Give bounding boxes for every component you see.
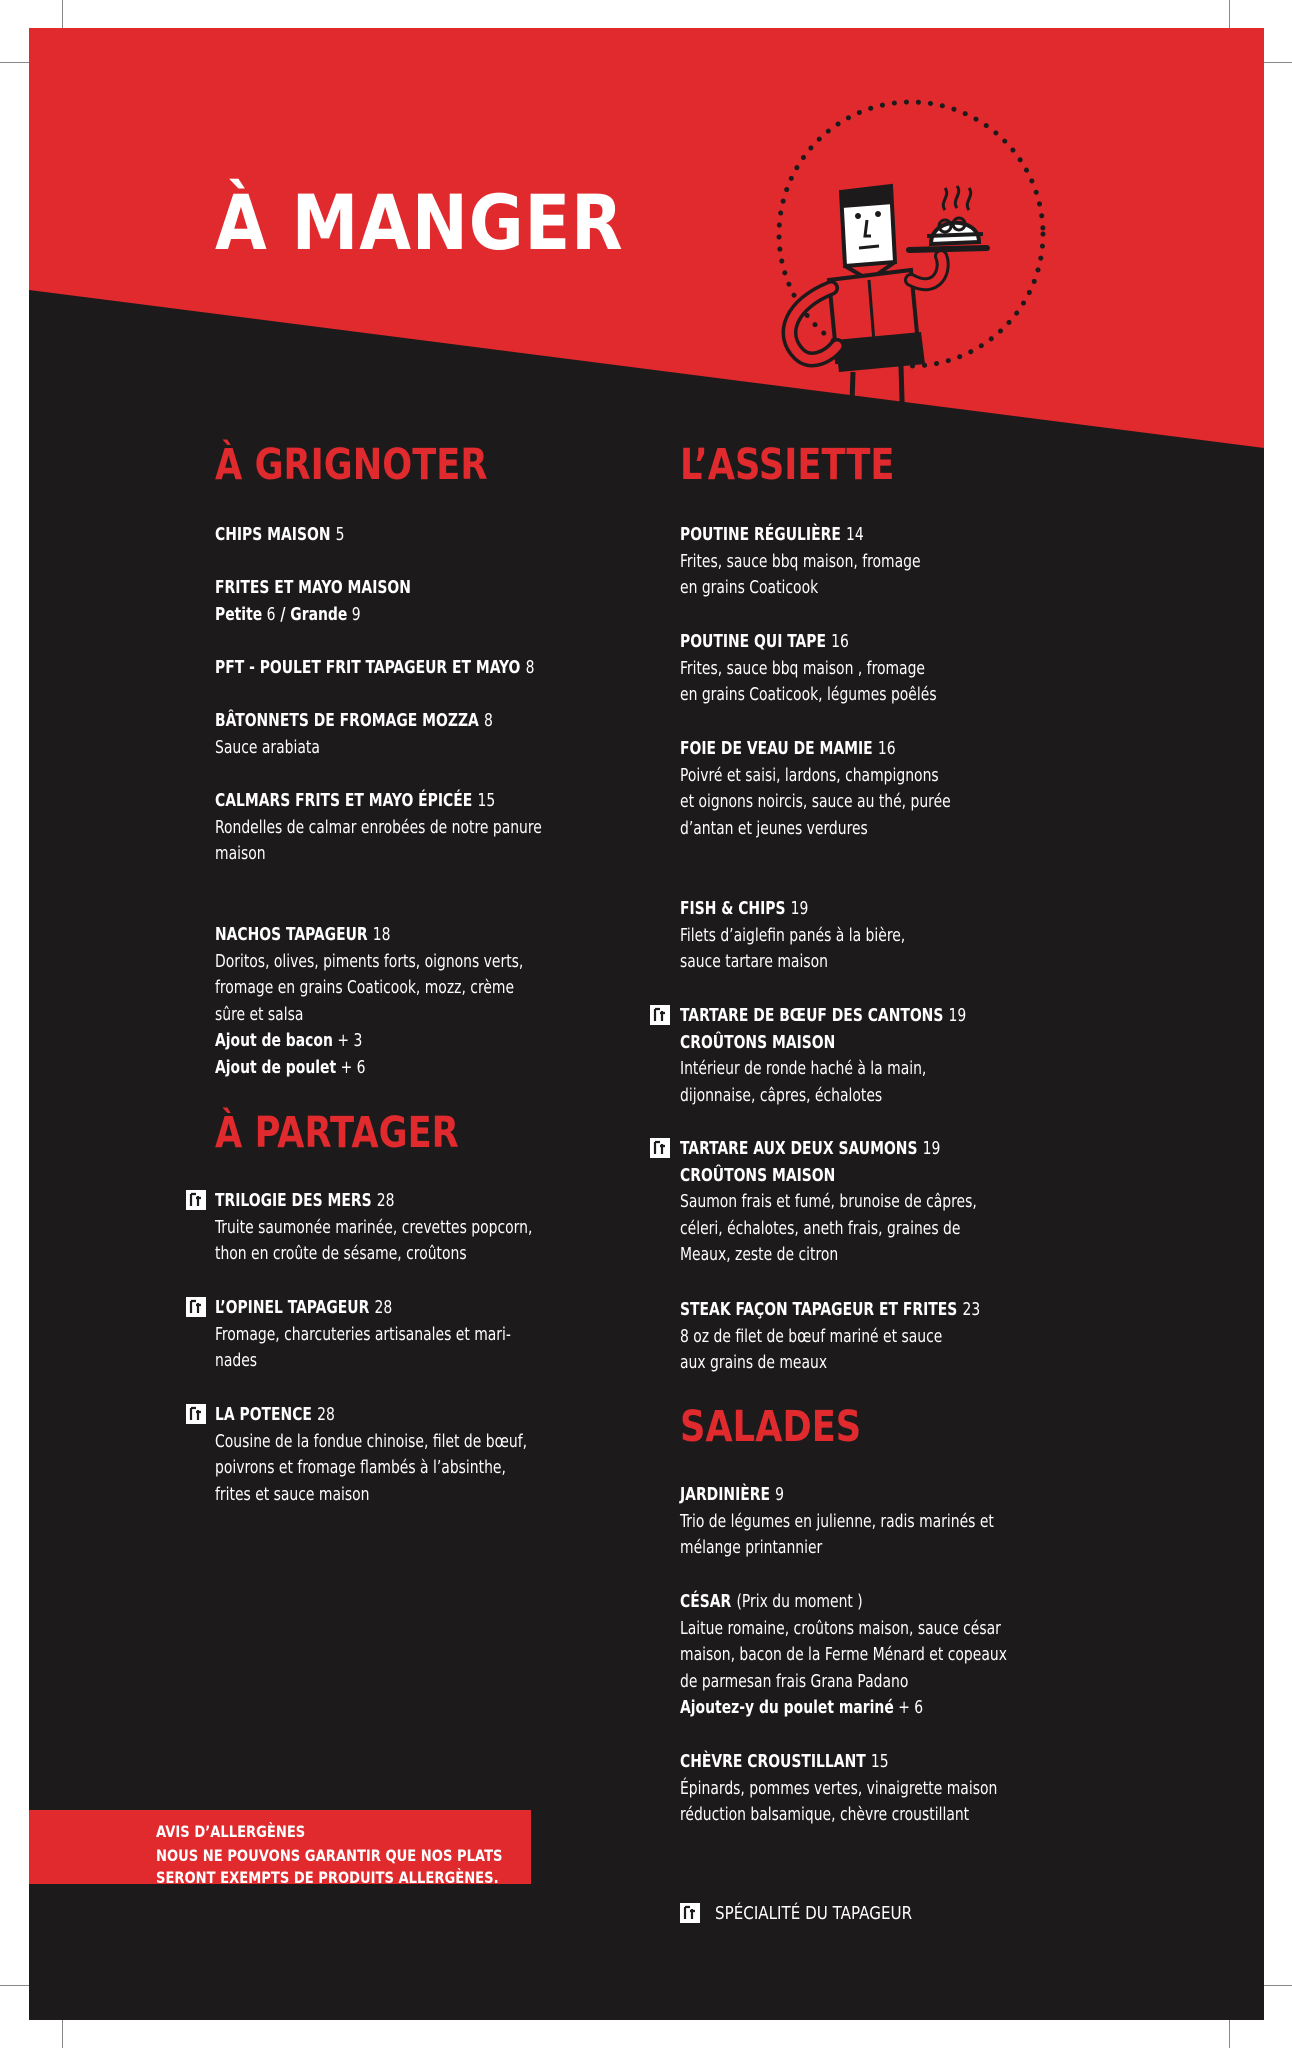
item-name: POUTINE RÉGULIÈRE — [680, 524, 841, 545]
item-description: mélange printannier — [680, 1537, 823, 1558]
item-name: JARDINIÈRE — [680, 1484, 771, 1505]
item-price: 18 — [372, 924, 391, 945]
item-name: TARTARE AUX DEUX SAUMONS — [680, 1138, 918, 1159]
item-price: 15 — [870, 1751, 889, 1772]
size-separator: / — [275, 603, 291, 625]
item-description: thon en croûte de sésame, croûtons — [215, 1243, 467, 1264]
item-description: et oignons noircis, sauce au thé, purée — [680, 791, 951, 812]
item-price: 8 — [525, 657, 535, 678]
menu-item — [680, 522, 1110, 602]
item-description: céleri, échalotes, aneth frais, graines de — [680, 1217, 961, 1239]
menu-sheet — [29, 28, 1264, 2020]
item-price: 19 — [922, 1138, 941, 1159]
section-title-partager: À PARTAGER — [215, 1108, 459, 1158]
item-price: 5 — [335, 524, 345, 545]
item-name: FRITES ET MAYO MAISON — [215, 577, 411, 598]
menu-item — [215, 1295, 645, 1375]
item-description: en grains Coaticook, légumes poêlés — [680, 684, 937, 705]
menu-item — [215, 708, 645, 761]
menu-item — [215, 922, 645, 1081]
allergy-notice — [29, 1810, 531, 1887]
item-name: CÉSAR — [680, 1591, 732, 1612]
item-name: POUTINE QUI TAPE — [680, 631, 827, 652]
page-title: À MANGER — [215, 178, 624, 267]
legend-label: SPÉCIALITÉ DU TAPAGEUR — [715, 1903, 913, 1924]
waiter-mascot-icon — [741, 84, 1061, 454]
item-description: de parmesan frais Grana Padano — [680, 1670, 909, 1692]
item-description: 8 oz de filet de bœuf mariné et sauce — [680, 1325, 943, 1347]
section-title-salades: SALADES — [680, 1402, 862, 1452]
extra-label: Ajoutez-y du poulet mariné — [680, 1697, 894, 1718]
item-name: LA POTENCE — [215, 1404, 312, 1425]
size-label: Petite — [215, 603, 263, 625]
allergy-title: AVIS D’ALLERGÈNES — [156, 1822, 306, 1841]
menu-item — [680, 1003, 1110, 1109]
item-name: CALMARS FRITS ET MAYO ÉPICÉE — [215, 790, 473, 811]
item-price: 16 — [831, 631, 849, 652]
crop-mark — [1264, 1985, 1292, 1986]
item-description: poivrons et fromage flambés à l’absinthe, — [215, 1457, 506, 1478]
crop-mark — [0, 62, 29, 63]
specialty-icon — [680, 1903, 700, 1923]
item-price: 15 — [477, 790, 496, 811]
allergy-line: NOUS NE POUVONS GARANTIR QUE NOS PLATS — [156, 1846, 503, 1865]
item-description: Sauce arabiata — [215, 736, 320, 758]
item-description: Saumon frais et fumé, brunoise de câpres, — [680, 1191, 977, 1212]
menu-item — [680, 736, 1110, 842]
item-price: 28 — [374, 1297, 393, 1318]
menu-item — [215, 1188, 645, 1268]
item-description: Cousine de la fondue chinoise, filet de bœuf, — [215, 1430, 528, 1452]
menu-item — [215, 788, 645, 868]
menu-item — [680, 1589, 1110, 1722]
item-name: CHIPS MAISON — [215, 524, 331, 545]
item-description: Frites, sauce bbq maison , fromage — [680, 657, 925, 679]
item-description: sauce tartare maison — [680, 951, 828, 972]
item-name: CHÈVRE CROUSTILLANT — [680, 1751, 866, 1772]
crop-mark — [1264, 62, 1292, 63]
menu-item — [680, 1297, 1110, 1377]
item-name: FOIE DE VEAU DE MAMIE — [680, 738, 873, 759]
section-title-grignoter: À GRIGNOTER — [215, 440, 488, 490]
item-description: dijonnaise, câpres, échalotes — [680, 1084, 883, 1106]
item-description: Laitue romaine, croûtons maison, sauce césar — [680, 1617, 1001, 1639]
specialty-icon — [186, 1190, 206, 1210]
menu-item — [680, 1136, 1110, 1269]
item-price: 28 — [376, 1190, 395, 1211]
item-price: 16 — [877, 738, 896, 759]
item-subname: CROÛTONS MAISON — [680, 1031, 836, 1053]
item-description: d’antan et jeunes verdures — [680, 817, 868, 839]
menu-item — [680, 896, 1110, 976]
menu-item — [215, 1402, 645, 1508]
item-description: nades — [215, 1350, 258, 1371]
item-price: 8 — [484, 710, 493, 731]
size-label: Grande — [290, 603, 348, 625]
extra-price: + 3 — [337, 1030, 363, 1051]
specialty-icon — [650, 1138, 670, 1158]
extra-label: Ajout de bacon — [215, 1030, 333, 1051]
item-description: frites et sauce maison — [215, 1483, 370, 1505]
item-description: aux grains de meaux — [680, 1352, 828, 1373]
item-description: maison, bacon de la Ferme Ménard et copeaux — [680, 1644, 1007, 1665]
extra-price: + 6 — [340, 1056, 366, 1078]
item-description: Meaux, zeste de citron — [680, 1244, 839, 1265]
crop-mark — [1229, 2020, 1230, 2048]
specialty-icon — [186, 1404, 206, 1424]
item-description: réduction balsamique, chèvre croustillant — [680, 1804, 970, 1825]
size-price: 9 — [351, 603, 361, 625]
item-name: BÂTONNETS DE FROMAGE MOZZA — [215, 710, 479, 731]
crop-mark — [1229, 0, 1230, 28]
size-price: 6 — [266, 603, 276, 625]
item-price: 23 — [962, 1299, 981, 1320]
item-description: Rondelles de calmar enrobées de notre panure — [215, 816, 542, 838]
item-price: 19 — [948, 1005, 967, 1026]
extra-label: Ajout de poulet — [215, 1056, 337, 1078]
item-price: 9 — [775, 1484, 785, 1505]
item-subname: CROÛTONS MAISON — [680, 1164, 836, 1186]
item-description: Fromage, charcuteries artisanales et mari- — [215, 1323, 511, 1345]
item-name: L’OPINEL TAPAGEUR — [215, 1297, 370, 1318]
menu-item — [215, 522, 645, 549]
item-description: Frites, sauce bbq maison, fromage — [680, 550, 921, 572]
item-description: en grains Coaticook — [680, 577, 819, 598]
item-description: Truite saumonée marinée, crevettes popcorn, — [215, 1216, 533, 1238]
crop-mark — [62, 0, 63, 28]
item-price: 19 — [790, 898, 809, 919]
menu-item — [680, 1749, 1110, 1829]
item-description: Intérieur de ronde haché à la main, — [680, 1058, 927, 1079]
item-description: Trio de légumes en julienne, radis marinés et — [680, 1510, 994, 1532]
item-description: maison — [215, 843, 266, 864]
specialty-icon — [186, 1297, 206, 1317]
extra-price: + 6 — [898, 1697, 924, 1718]
menu-item — [680, 1482, 1110, 1562]
item-name: PFT - POULET FRIT TAPAGEUR ET MAYO — [215, 657, 521, 678]
item-name: NACHOS TAPAGEUR — [215, 924, 368, 945]
menu-item — [215, 655, 645, 682]
item-price: (Prix du moment ) — [736, 1591, 863, 1612]
item-description: fromage en grains Coaticook, mozz, crème — [215, 977, 515, 998]
menu-item — [215, 575, 645, 628]
item-name: FISH & CHIPS — [680, 898, 786, 919]
item-description: Filets d’aiglefin panés à la bière, — [680, 924, 906, 946]
item-name: TARTARE DE BŒUF DES CANTONS — [680, 1005, 944, 1026]
item-description: Poivré et saisi, lardons, champignons — [680, 764, 939, 786]
crop-mark — [62, 2020, 63, 2048]
menu-item — [680, 629, 1110, 709]
item-description: Doritos, olives, piments forts, oignons verts, — [215, 950, 524, 972]
item-price: 14 — [845, 524, 864, 545]
crop-mark — [0, 1985, 29, 1986]
item-description: Épinards, pommes vertes, vinaigrette maison — [680, 1777, 998, 1799]
item-name: STEAK FAÇON TAPAGEUR ET FRITES — [680, 1299, 958, 1320]
item-description: sûre et salsa — [215, 1003, 304, 1025]
item-name: TRILOGIE DES MERS — [215, 1190, 372, 1211]
section-title-assiette: L’ASSIETTE — [680, 440, 895, 490]
allergy-line: SERONT EXEMPTS DE PRODUITS ALLERGÈNES. — [156, 1868, 499, 1887]
specialty-icon — [650, 1005, 670, 1025]
item-price: 28 — [317, 1404, 335, 1425]
